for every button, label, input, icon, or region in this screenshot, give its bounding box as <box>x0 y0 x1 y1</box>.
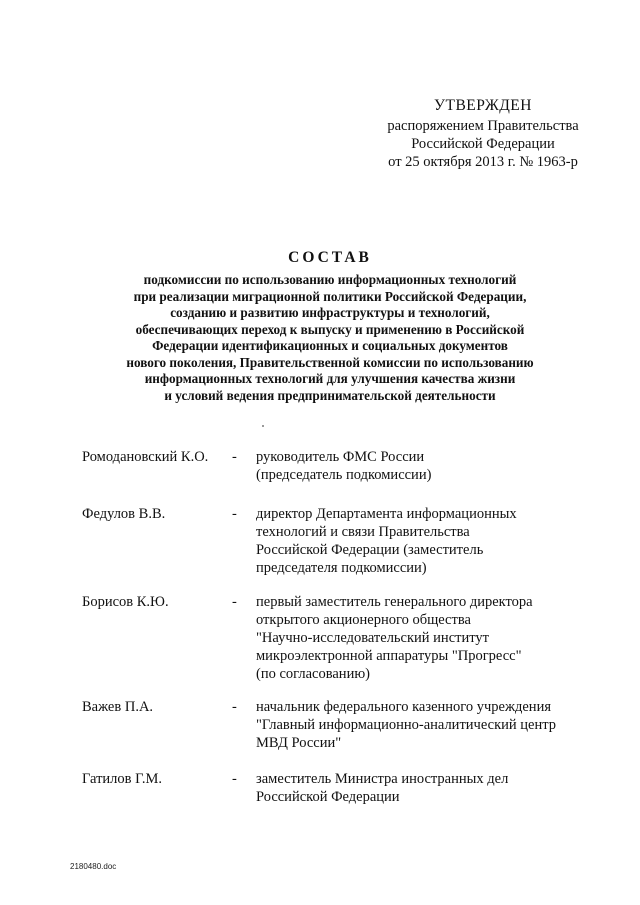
member-entry <box>0 698 640 770</box>
members-list <box>0 448 640 810</box>
file-name-footer: 2180480.doc <box>70 862 117 871</box>
role-line: заместитель Министра иностранных дел <box>256 771 509 787</box>
approval-title: УТВЕРЖДЕН <box>434 97 532 114</box>
member-name: Ромодановский К.О. <box>82 449 209 465</box>
subtitle-line: нового поколения, Правительственной комиссии по использованию <box>126 354 534 370</box>
subtitle-line: Федерации идентификационных и социальных документов <box>152 338 508 353</box>
member-role <box>256 698 596 752</box>
approval-block <box>358 97 608 171</box>
member-dash: - <box>232 449 237 465</box>
approval-line: от 25 октября 2013 г. № 1963-р <box>388 154 578 170</box>
member-name: Борисов К.Ю. <box>82 594 169 610</box>
document-heading: СОСТАВ <box>288 249 372 266</box>
role-line: Российской Федерации <box>256 789 400 805</box>
member-name: Федулов В.В. <box>82 506 166 522</box>
approval-line: Российской Федерации <box>411 136 555 152</box>
role-line: начальник федерального казенного учреждения <box>256 699 551 715</box>
member-dash: - <box>232 699 237 715</box>
role-line: МВД России" <box>256 735 342 751</box>
subtitle-line: информационных технологий для улучшения качества жизни <box>144 371 516 386</box>
member-entry <box>0 505 640 593</box>
member-dash: - <box>232 506 237 522</box>
scan-speck <box>262 425 264 427</box>
role-line: (по согласованию) <box>256 666 370 682</box>
role-line: "Главный информационно-аналитический центр <box>256 717 556 733</box>
role-line: открытого акционерного общества <box>256 612 471 628</box>
member-dash: - <box>232 594 237 610</box>
role-line: технологий и связи Правительства <box>256 524 470 540</box>
member-entry <box>0 770 640 810</box>
subtitle-line: при реализации миграционной политики Российской Федерации, <box>133 288 527 304</box>
role-line: председателя подкомиссии) <box>256 560 427 576</box>
role-line: Российской Федерации (заместитель <box>256 542 484 558</box>
member-dash: - <box>232 771 237 787</box>
role-line: микроэлектронной аппаратуры "Прогресс" <box>256 648 522 664</box>
member-name: Гатилов Г.М. <box>82 771 163 787</box>
subtitle-line: подкомиссии по использованию информационных технологий <box>143 272 517 287</box>
subtitle-line: обеспечивающих переход к выпуску и применению в Российской <box>135 321 525 337</box>
member-role <box>256 448 596 484</box>
role-line: руководитель ФМС России <box>256 449 425 465</box>
member-role <box>256 593 596 683</box>
member-name: Важев П.А. <box>82 699 154 715</box>
member-entry <box>0 593 640 698</box>
role-line: (председатель подкомиссии) <box>256 467 432 483</box>
role-line: первый заместитель генерального директора <box>256 594 533 610</box>
role-line: "Научно-исследовательский институт <box>256 630 489 646</box>
member-role <box>256 505 596 577</box>
document-subtitle <box>60 272 600 404</box>
member-entry <box>0 448 640 505</box>
subtitle-line: созданию и развитию инфраструктуры и технологий, <box>170 305 490 320</box>
subtitle-line: и условий ведения предпринимательской деятельности <box>164 387 496 403</box>
role-line: директор Департамента информационных <box>256 506 517 522</box>
member-role <box>256 770 596 806</box>
approval-line: распоряжением Правительства <box>387 118 579 134</box>
